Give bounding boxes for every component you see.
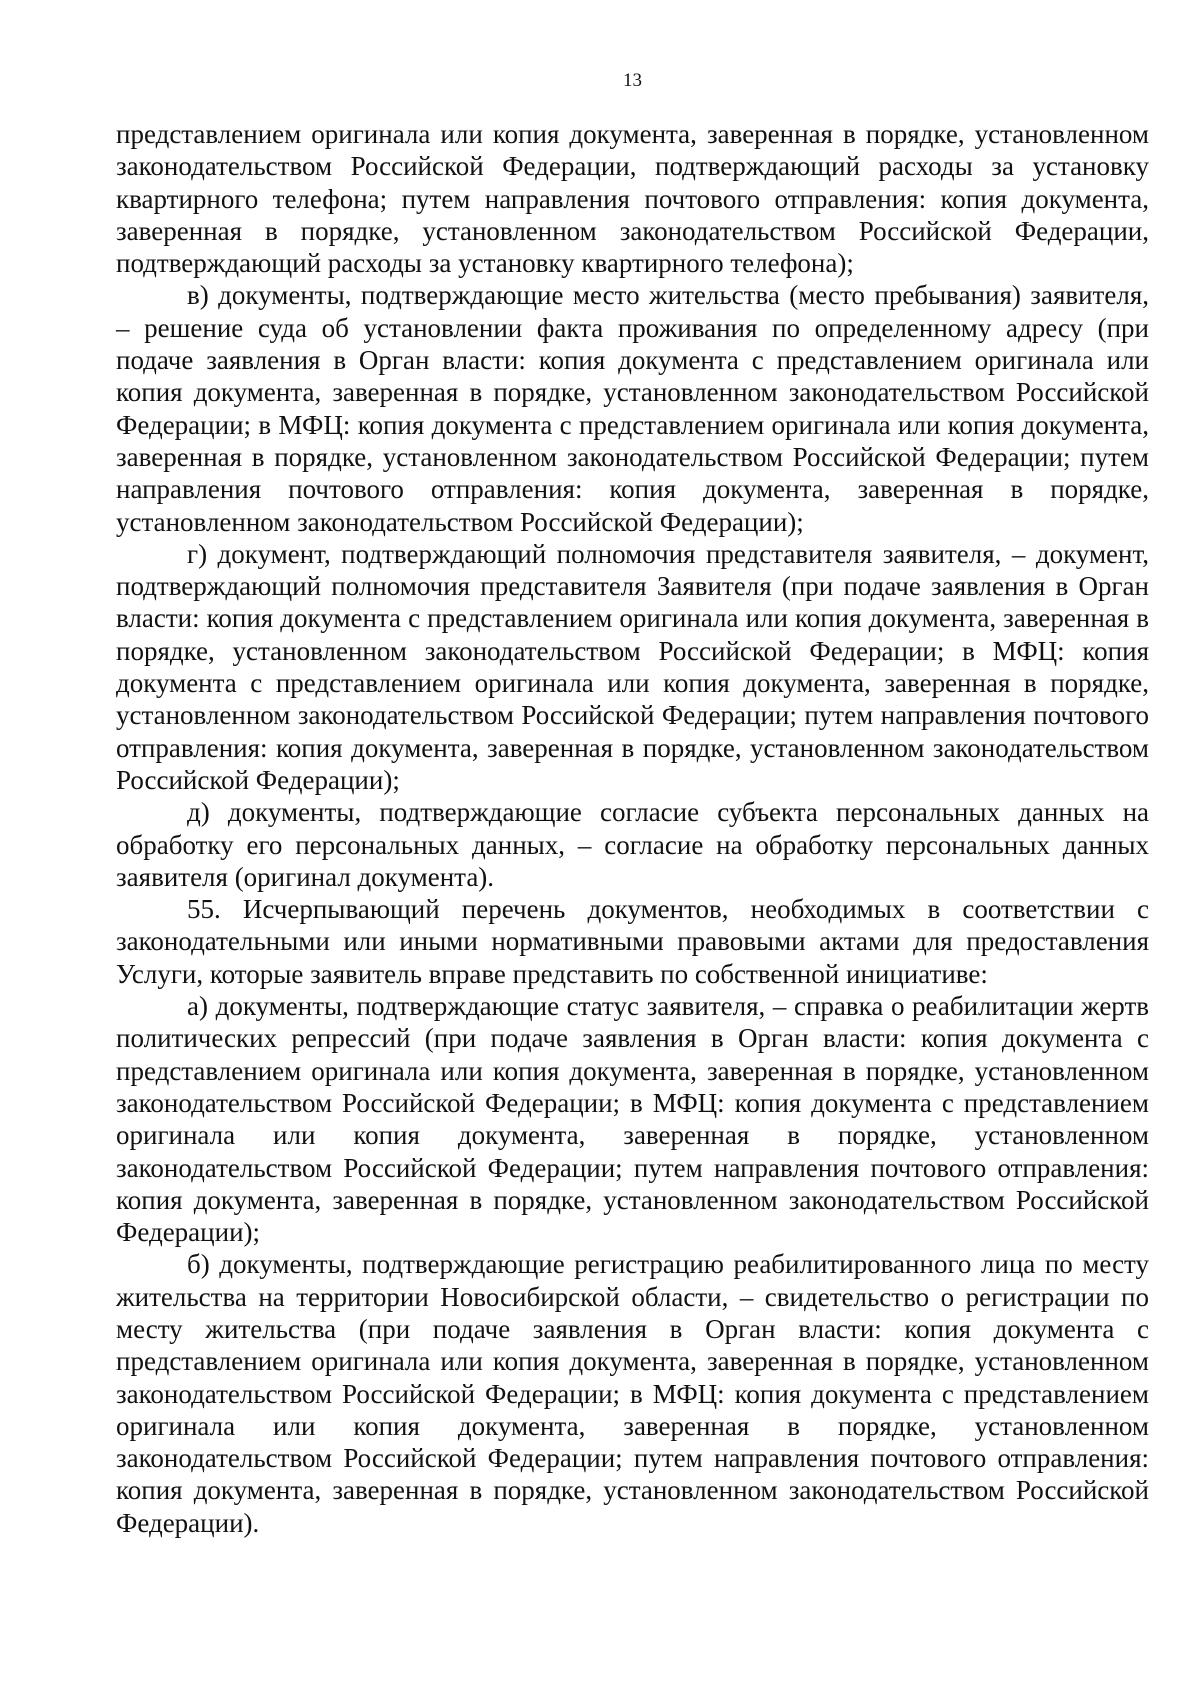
paragraph-clause-55: 55. Исчерпывающий перечень документов, необходимых в соответствии с законодательными или иными нормативными правовыми актами для предоставления Услуги, которые заявитель вправе представить по собственной инициативе: — [116, 894, 1149, 989]
paragraph-item-a: а) документы, подтверждающие статус заявителя, – справка о реабилитации жертв политических репрессий (при подаче заявления в Орган власти: копия документа с представлением оригинала или копия документа, заверенная в порядке, установленном законодательством Российской Федерации; в МФЦ: копия документа с представлением оригинала или копия документа, заверенная в порядке, установленном законодательством Российской Федерации; путем направления почтового отправления: копия документа, заверенная в порядке, установленном законодательством Российской Федерации); — [116, 991, 1149, 1248]
page-number: 13 — [623, 70, 642, 91]
paragraph-continuation: представлением оригинала или копия документа, заверенная в порядке, установленном законодательством Российской Федерации, подтверждающий расходы за установку квартирного телефона; путем направления почтового отправления: копия документа, заверенная в порядке, установленном законодательством Российской Федерации, подтверждающий расходы за установку квартирного телефона); — [116, 119, 1149, 279]
paragraph-item-d: д) документы, подтверждающие согласие субъекта персональных данных на обработку его персональных данных, – согласие на обработку персональных данных заявителя (оригинал документа). — [116, 797, 1149, 892]
paragraph-item-g: г) документ, подтверждающий полномочия представителя заявителя, – документ, подтверждающий полномочия представителя Заявителя (при подаче заявления в Орган власти: копия документа с представлением оригинала или копия документа, заверенная в порядке, установленном законодательством Российской Федерации; в МФЦ: копия документа с представлением оригинала или копия документа, заверенная в порядке, установленном законодательством Российской Федерации; путем направления почтового отправления: копия документа, заверенная в порядке, установленном законодательством Российской Федерации); — [116, 538, 1149, 795]
paragraph-item-v: в) документы, подтверждающие место жительства (место пребывания) заявителя, – решение суда об установлении факта проживания по определенному адресу (при подаче заявления в Орган власти: копия документа с представлением оригинала или копия документа, заверенная в порядке, установленном законодательством Российской Федерации; в МФЦ: копия документа с представлением оригинала или копия документа, заверенная в порядке, установленном законодательством Российской Федерации; путем направления почтового отправления: копия документа, заверенная в порядке, установленном законодательством Российской Федерации); — [116, 280, 1149, 537]
document-body — [116, 118, 1149, 1539]
paragraph-item-b: б) документы, подтверждающие регистрацию реабилитированного лица по месту жительства на территории Новосибирской области, – свидетельство о регистрации по месту жительства (при подаче заявления в Орган власти: копия документа с представлением оригинала или копия документа, заверенная в порядке, установленном законодательством Российской Федерации; в МФЦ: копия документа с представлением оригинала или копия документа, заверенная в порядке, установленном законодательством Российской Федерации; путем направления почтового отправления: копия документа, заверенная в порядке, установленном законодательством Российской Федерации). — [116, 1249, 1149, 1538]
